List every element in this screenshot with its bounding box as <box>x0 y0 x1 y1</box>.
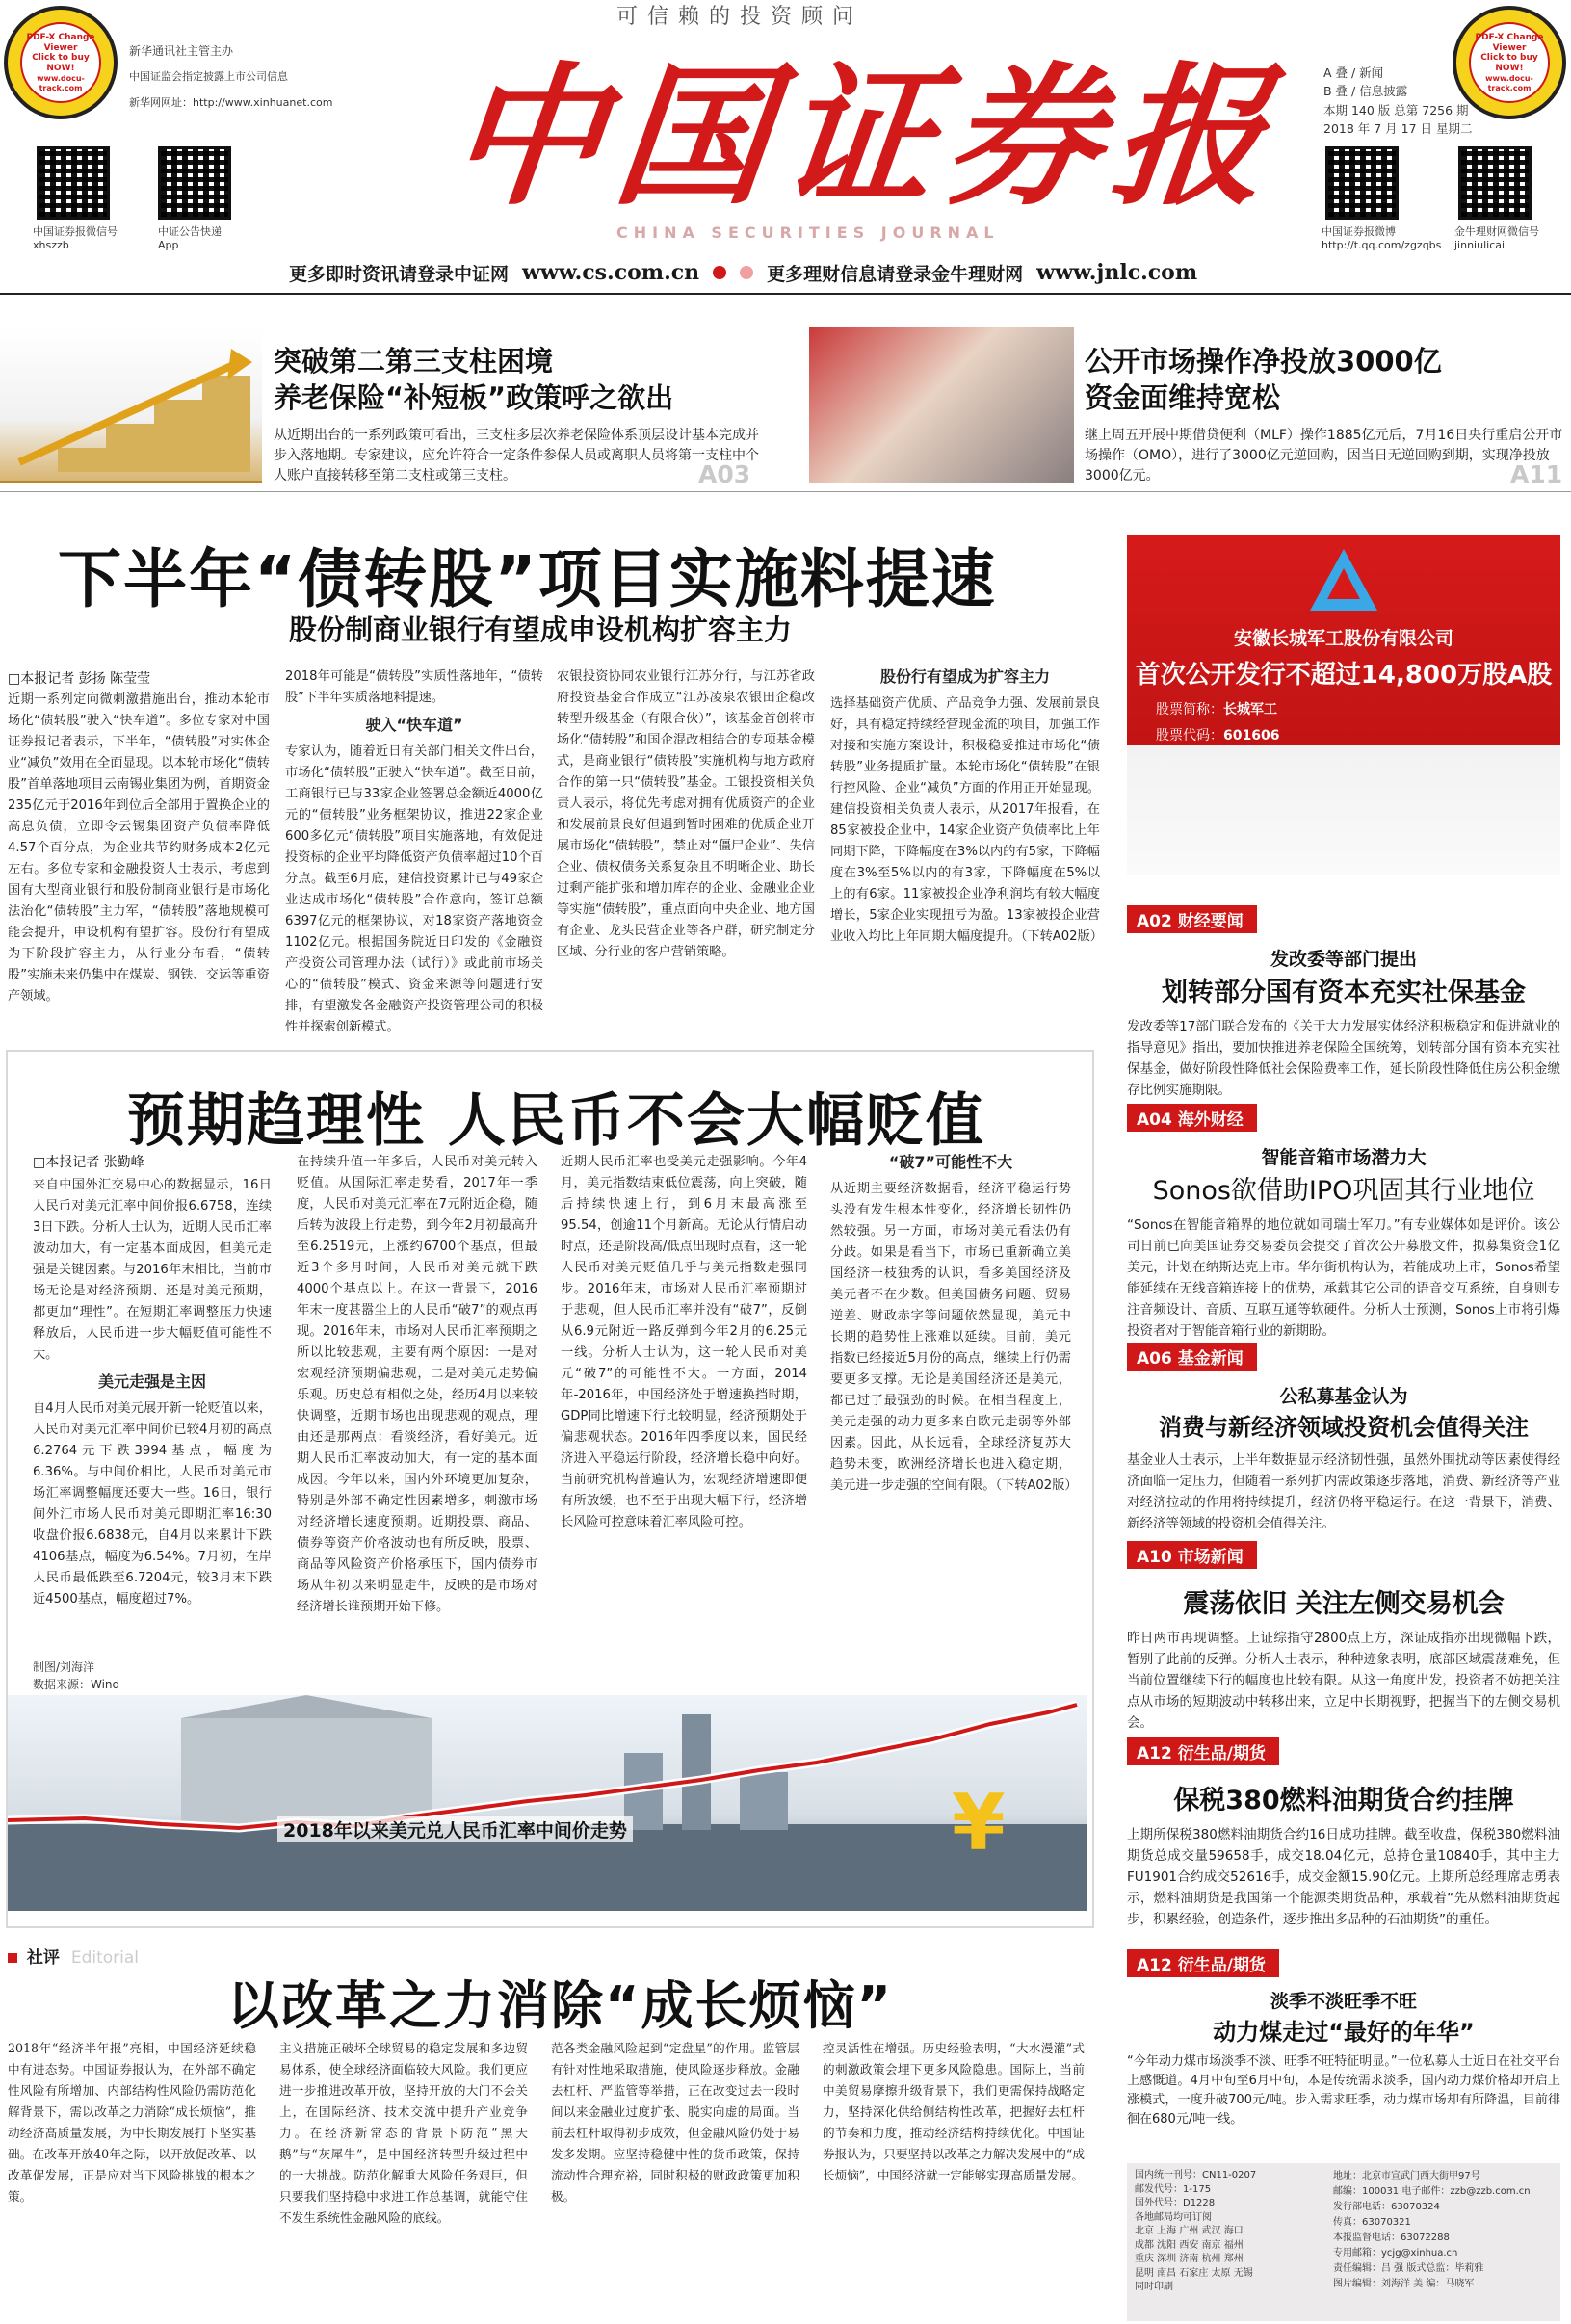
stairs-arrow-icon <box>0 327 262 483</box>
imprint-line: 地址：北京市宣武门西大街甲97号 <box>1333 2171 1480 2181</box>
ad-label: 股票简称 <box>1156 702 1210 718</box>
rmb-column <box>561 1152 807 1637</box>
editorial-tag-en: Editorial <box>70 1948 140 1968</box>
section-square-icon <box>8 1953 17 1963</box>
ad-company: 安徽长城军工股份有限公司 <box>1233 628 1453 649</box>
brief-body: 上期所保税380燃料油期货合约16日成功挂牌。截至收盘，保税380燃料油期货总成交量59658手，成交18.04亿元，总持仓量10840手，其中主力FU1901合约成交52616手，成交金额15.90亿元。上期所总经理席志勇表示，燃料油期货是我国第一个能源类期货品种，承载着“先从燃料油期货起步，积累经验，创造条件，逐步推出多品种的石油期货”的重任。 <box>1127 1827 1560 1927</box>
jnlc-link[interactable]: www.jnlc.com <box>1036 260 1198 285</box>
imprint-line: 成都 沈阳 西安 南京 福州 <box>1135 2239 1244 2251</box>
rate-line <box>8 1705 1077 1828</box>
lead-column <box>285 666 543 1034</box>
brief-title-2: 震荡依旧 关注左侧交易机会 <box>1183 1589 1505 1619</box>
brief-body: “Sonos在智能音箱界的地位就如同瑞士军刀。”有专业媒体如是评价。该公司日前已向美国证券交易委员会提交了首次公开募股文件，拟募集资金1亿美元，计划在纳斯达克上市。华尔街机构认为，若能成功上市，Sonos希望能延续在无线音箱连接上的优势，承载其它公司的语音交互系统，自身则专注音频设计、音质、互联互通等软硬件。分析人士预测，Sonos上市将引爆投资者对于智能音箱行业的新期盼。 <box>1127 1217 1560 1339</box>
column-text: 自4月人民币对美元展开新一轮贬值以来，人民币对美元汇率中间价已较4月初的高点6.2764元下跌3994基点，幅度为6.36%。与中间价相比，人民币对美元市场汇率调整幅度还要大一些。16日，银行间外汇市场人民币对美元即期汇率16:30收盘价报6.6838元，自4月以来累计下跌4106基点，幅度为6.54%。7月初，在岸人民币最低跌至6.7204元，较3月末下跌近4500基点，幅度超过7%。 <box>33 1401 272 1606</box>
rmb-column <box>33 1175 272 1637</box>
column-text: 主义措施正破坏全球贸易的稳定发展和多边贸易体系，使全球经济面临较大风险。我们更应进一步推进改革开放，坚持开放的大门不会关上，在国际经济、技术交流中提升产业竞争力。在经济新常态的背景下防范“黑天鹅”与“灰犀牛”，是中国经济转型升级过程中的一大挑战。防范化解重大风险任务艰巨，但只要我们坚持稳中求进工作总基调，就能守住不发生系统性金融风险的底线。 <box>279 2041 528 2225</box>
qr-label-line: 中国证券报微信号 <box>33 225 118 238</box>
qr-label-line: 金牛理财网微信号 <box>1454 225 1539 238</box>
building-roof <box>181 1695 432 1718</box>
stamp-line: Click to buy NOW! <box>1480 53 1538 74</box>
lead-subhead-1: 驶入“快车道” <box>365 716 463 734</box>
chart-caption: 2018年以来美元兑人民币汇率中间价走势 <box>277 1816 633 1842</box>
skyline-tower <box>740 1772 788 1830</box>
editorial-tag <box>8 1944 139 1968</box>
newspaper-logo-en: CHINA SECURITIES JOURNAL <box>616 223 1000 242</box>
qr-label-line: http://t.qq.com/zgzqbs <box>1322 239 1442 252</box>
column-text: 专家认为，随着近日有关部门相关文件出台，市场化“债转股”正驶入“快车道”。截至目前，工商银行已与33家企业签署总金额近4000亿元的“债转股”业务框架协议，推进22家企业600多亿元“债转股”项目实施落地，有效促进投资标的企业平均降低资产负债率超过10个百分点。截至6月底，建信投资累计已与49家企业达成市场化“债转股”合作意向，签订总额6397亿元的框架协议，对18家资产落地资金1102亿元。根据国务院近日印发的《金融资产投资公司管理办法（试行）》或此前市场关心的“债转股”模式、资金来源等问题进行安排，有望激发各金融资产投资管理公司的积极性并探索创新模式。 <box>285 744 543 1034</box>
qr-label-line: xhszzb <box>33 239 69 252</box>
brief-title-2: 保税380燃料油期货合约挂牌 <box>1173 1786 1514 1815</box>
newspaper-logo: 中国证券报 <box>441 48 1289 226</box>
column-text: 近期一系列定向微刺激措施出台，推动本轮市场化“债转股”驶入“快车道”。多位专家对中国证券报记者表示，下半年，“债转股”对实体企业“减负”效用在全面显现。以本轮市场化“债转股”首单落地项目云南锡业集团为例，首期资金235亿元于2016年到位后全部用于置换企业的高息负债，立即令云锡集团资产负债率降低4.57个百分点，为企业共节约财务成本2亿元左右。多位专家和金融投资人士表示，考虑到国有大型商业银行和股份制商业银行是市场化法治化“债转股”主力军，“债转股”落地规模可能会提升，申设机构有望扩容。股份行有望成为下阶段扩容主力，从行业分布看，“债转股”实施未来仍集中在煤炭、钢铁、交运等重资产领域。 <box>8 692 270 1004</box>
rate-line <box>8 1705 1077 1828</box>
qr-label <box>1454 225 1539 253</box>
pension-teaser-image <box>0 327 262 483</box>
cs-link[interactable]: www.cs.com.cn <box>522 260 700 285</box>
teaser-body: 从近期出台的一系列政策可看出，三支柱多层次养老保险体系顶层设计基本完成并步入落地期。专家建议，应允许符合一定条件参保人员或离职人员将第一支柱中个人账户直接转移至第二支柱或第三支柱。 <box>274 428 759 483</box>
imprint-line: 本报监督电话：63072288 <box>1333 2233 1450 2243</box>
brief-item[interactable] <box>1127 905 1560 1101</box>
ad-label: 股票代码 <box>1156 727 1210 744</box>
editorial-column <box>551 2038 799 2321</box>
teaser-title: 突破第二第三支柱困境 <box>274 345 554 378</box>
brief-body: 基金业人士表示，上半年数据显示经济韧性强，虽然外围扰动等因素使得经济面临一定压力，但随着一系列扩内需政策逐步落地，消费、新经济等产业对经济拉动的作用将持续提升，经济仍将平稳运行。在这一背景下，消费、新经济等领域的投资机会值得关注。 <box>1127 1452 1560 1531</box>
rmb-chart-graphic <box>8 1695 1087 1911</box>
ad-stock-info: 股票简称：长城军工 股票代码：601606 <box>1156 702 1280 744</box>
url-bar-left-text: 更多即时资讯请登录中证网 <box>289 263 510 285</box>
stamp-line: www.docu-track.com <box>37 74 85 92</box>
teaser-title: 资金面维持宽松 <box>1085 381 1281 414</box>
lead-byline: □本报记者 彭扬 陈莹莹 <box>8 671 151 687</box>
ad-value: 长城军工 <box>1223 702 1277 718</box>
rmb-chart <box>8 1695 1087 1911</box>
section-tag: A04 海外财经 <box>1127 1104 1257 1132</box>
brief-title-2: Sonos欲借助IPO巩固其行业地位 <box>1152 1176 1535 1206</box>
lead-subhead-2: 股份行有望成为扩容主力 <box>879 667 1050 686</box>
lead-column <box>830 666 1103 1013</box>
yuan-symbol-icon: ¥ <box>952 1778 1006 1867</box>
publisher-line: 新华通讯社主管主办 <box>129 44 234 58</box>
imprint-line: 同时印刷 <box>1135 2282 1173 2292</box>
brief-item[interactable] <box>1127 1737 1560 1930</box>
qr-label-line: 中证公告快递 <box>158 225 222 238</box>
teaser-body: 继上周五开展中期借贷便利（MLF）操作1885亿元后，7月16日央行重启公开市场操作（OMO），进行了3000亿元逆回购，因当日无逆回购到期，实现净投放3000亿元。 <box>1085 428 1563 483</box>
brief-title-1: 公私募基金认为 <box>1279 1386 1408 1407</box>
column-text: 从近期主要经济数据看，经济平稳运行势头没有发生根本性变化，经济增长韧性仍然较强。另一方面，市场对美元看法仍有分歧。如果是看当下，市场已重新确立美国经济一枝独秀的认识，看多美国经济及美元者不在少数。但美国债务问题、贸易逆差、财政赤字等问题依然显现，美元中长期的趋势性上涨难以延续。目前，美元指数已经接近5月份的高点，继续上行仍需要更多支撑。无论是美国经济还是美元，都已过了最强劲的时候。在相当程度上，美元走强的动力更多来自欧元走弱等外部因素。因此，从长远看，全球经济复苏大趋势未变，欧洲经济增长也进入稳定期，美元进一步走强的空间有限。（下转A02版） <box>830 1182 1078 1493</box>
brief-body: 发改委等17部门联合发布的《关于大力发展实体经济积极稳定和促进就业的指导意见》指出，要加快推进养老保险全国统筹，划转部分国有资本充实社保基金，做好阶段性降低社会保险费率工作，延长阶段性降低住房公积金缴存比例实施期限。 <box>1127 1019 1560 1098</box>
brief-body: 昨日两市再现调整。上证综指守2800点上方，深证成指亦出现微幅下跌，暂别了此前的反弹。分析人士表示，种种迹象表明，底部区域震荡难免，但当前位置继续下行的幅度也比较有限。从这一角度出发，投资者不妨把关注点从市场的短期波动中转移出来，立足中长期视野，把握当下的左侧交易机会。 <box>1127 1631 1560 1731</box>
editorial-column <box>8 2038 256 2321</box>
pdf-viewer-stamp-left[interactable] <box>4 6 118 119</box>
imprint-line: 重庆 深圳 济南 杭州 郑州 <box>1135 2254 1244 2264</box>
column-text: 农银投资协同农业银行江苏分行，与江苏省政府投资基金合作成立“江苏凌泉农银田企稳改转型升级基金（有限合伙）”，该基金首创将市场化“债转股”和国企混改相结合的专项基金模式，是商业银行“债转股”实施机构与地方政府合作的第一只“债转股”基金。工银投资相关负责人表示，将优先考虑对拥有优质资产的企业和发展前景良好但遇到暂时困难的优质企业开展市场化“债转股”，禁止对“僵尸企业”、失信企业、债权债务关系复杂且不明晰企业、助长过剩产能扩张和增加库存的企业、金融业企业等实施“债转股”，重点面向中央企业、地方国有企业、龙头民营企业等各户群，研究制定分区域、分行业的客户营销策略。 <box>557 669 815 959</box>
qr-code <box>37 146 110 220</box>
lead-column <box>557 666 815 1013</box>
ad-value: 601606 <box>1223 727 1280 744</box>
section-tag: A06 基金新闻 <box>1127 1343 1257 1371</box>
lead-subhead: 股份制商业银行有望成申设机构扩容主力 <box>289 614 793 646</box>
imprint-line: 责任编辑：吕 强 版式总监：毕莉雅 <box>1333 2263 1484 2274</box>
imprint-line: 邮编：100031 电子邮件：zzb@zzb.com.cn <box>1333 2186 1531 2197</box>
teaser-open-market[interactable] <box>1085 343 1566 486</box>
qr-code <box>158 146 231 220</box>
imprint-line: 图片编辑：刘海洋 美 编：马晓军 <box>1333 2279 1475 2289</box>
imprint-line: 国外代号：D1228 <box>1135 2198 1216 2208</box>
imprint-line: 北京 上海 广州 武汉 海口 <box>1135 2226 1244 2236</box>
edition-line: B 叠 / 信息披露 <box>1323 84 1408 99</box>
money-teaser-image <box>809 327 1074 483</box>
section-tag: A12 衍生品/期货 <box>1127 1737 1279 1765</box>
editorial-column <box>279 2038 528 2321</box>
divider <box>0 491 1571 492</box>
section-tag: A10 市场新闻 <box>1127 1541 1257 1569</box>
publisher-line: 中国证监会指定披露上市公司信息 <box>129 70 288 83</box>
publisher-info <box>129 42 380 111</box>
ad-title: 首次公开发行不超过14,800万股A股 <box>1135 661 1553 690</box>
stamp-line: Click to buy NOW! <box>32 53 90 74</box>
divider <box>0 293 1571 295</box>
imprint-right <box>1333 2169 1557 2292</box>
brief-title-1: 智能音箱市场潜力大 <box>1261 1147 1427 1168</box>
edition-line: A 叠 / 新闻 <box>1323 65 1384 80</box>
qr-label <box>33 225 118 253</box>
separator-dot-icon <box>713 266 726 279</box>
brief-item[interactable] <box>1127 1343 1560 1534</box>
brief-title-2: 动力煤走过“最好的年华” <box>1213 2019 1475 2046</box>
imprint-left <box>1135 2169 1327 2295</box>
url-bar <box>289 256 1291 289</box>
column-text: 控灵活性在增强。历史经验表明，“大水漫灌”式的刺激政策会埋下更多风险隐患。国际上，当前中美贸易摩擦升级背景下，我们更需保持战略定力，坚持深化供给侧结构性改革，把握好去杠杆的节奏和力度，推动经济结构持续优化。中国证券报认为，只要坚持以改革之力解决发展中的“成长烦恼”，中国经济就一定能够实现高质量发展。 <box>823 2041 1085 2182</box>
qr-label-line: 中国证券报微博 <box>1322 225 1396 238</box>
qr-label-line: App <box>158 239 179 252</box>
stamp-line: www.docu-track.com <box>1485 74 1533 92</box>
teaser-title: 养老保险“补短板”政策呼之欲出 <box>274 381 674 414</box>
editorial-tag-label: 社评 <box>26 1948 60 1968</box>
lead-headline[interactable]: 下半年“债转股”项目实施料提速 <box>58 542 997 616</box>
qr-code <box>1325 146 1399 220</box>
brief-item[interactable] <box>1127 1949 1560 2129</box>
chart-credit <box>33 1658 119 1693</box>
publisher-line: 新华网网址：http://www.xinhuanet.com <box>129 95 333 109</box>
qr-label-line: jinniulicai <box>1454 239 1506 252</box>
editorial-headline[interactable]: 以改革之力消除“成长烦恼” <box>227 1975 893 2036</box>
rmb-headline[interactable]: 预期趋理性 人民币不会大幅贬值 <box>127 1087 985 1155</box>
skyline-tower <box>682 1714 711 1830</box>
imprint-line: 昆明 南昌 石家庄 太原 无锡 <box>1135 2267 1253 2279</box>
chart-credit-line: 制图/刘海洋 <box>33 1660 95 1674</box>
column-text: 2018年可能是“债转股”实质性落地年，“债转股”下半年实质落地料提速。 <box>285 669 543 705</box>
brief-title-2: 消费与新经济领域投资机会值得关注 <box>1159 1414 1529 1441</box>
edition-line: 2018 年 7 月 17 日 星期二 <box>1323 121 1473 137</box>
column-text: 范各类金融风险起到“定盘星”的作用。监管层有针对性地采取措施，使风险逐步释放。金融去杠杆、严监管等举措，正在改变过去一段时间以来金融业过度扩张、脱实向虚的局面。当前去杠杆取得初步成效，但金融风险仍处于易发多发期。应坚持稳健中性的货币政策，保持流动性合理充裕，同时积极的财政政策更加积极。 <box>551 2041 799 2204</box>
rmb-subhead-1: 美元走强是主因 <box>97 1372 206 1391</box>
ipo-advertisement[interactable] <box>1127 535 1560 875</box>
tagline: 可信赖的投资顾问 <box>616 5 864 29</box>
imprint-line: 发行部电话：63070324 <box>1333 2202 1440 2212</box>
teaser-pension[interactable] <box>274 343 765 486</box>
edition-info <box>1323 64 1497 139</box>
imprint-line: 邮发代号：1-175 <box>1135 2183 1212 2195</box>
imprint-box <box>1127 2163 1560 2321</box>
brief-item[interactable] <box>1127 1104 1560 1342</box>
page-code: A11 <box>1510 460 1563 488</box>
brief-title-1: 发改委等部门提出 <box>1270 949 1417 970</box>
teaser-title: 公开市场操作净投放3000亿 <box>1085 345 1442 378</box>
rmb-subhead-2: “破7”可能性不大 <box>888 1153 1013 1171</box>
stamp-line: PDF-X Change Viewer <box>26 32 95 53</box>
lead-column <box>8 690 270 1013</box>
rmb-column <box>297 1152 537 1637</box>
column-text: 选择基础资产优质、产品竞争力强、发展前景良好，具有稳定持续经营现金流的项目，加强工作对接和实施方案设计，积极稳妥推进市场化“债转股”业务提质扩量。本轮市场化“债转股”在银行控风险、企业“减负”方面的作用正开始显现。建信投资相关负责人表示，从2017年报看，在85家被投企业中，14家企业资产负债率比上年同期下降，下降幅度在3%以内的有5家，下降幅度在3%至5%以内的有3家，下降幅度在5%以上的有6家。11家被投企业净利润均有较大幅度增长，5家企业实现扭亏为盈。13家被投企业营业收入均比上年同期大幅度提升。（下转A02版） <box>830 696 1103 944</box>
rmb-column <box>830 1152 1078 1637</box>
stamp-line: PDF-X Change Viewer <box>1475 32 1544 53</box>
brief-title-1: 淡季不淡旺季不旺 <box>1270 1991 1417 2012</box>
editorial-column <box>823 2038 1085 2321</box>
brief-item[interactable] <box>1127 1541 1560 1734</box>
column-text: 2018年“经济半年报”亮相，中国经济延续稳中有进态势。中国证券报认为，在外部不确定性风险有所增加、内部结构性风险仍需防范化解背景下，需以改革之力消除“成长烦恼”，推动经济高质量发展，为中长期发展打下坚实基础。在改革开放40年之际，以开放促改革、以改革促发展，正是应对当下风险挑战的根本之策。 <box>8 2041 256 2204</box>
chart-source-line: 数据来源：Wind <box>33 1678 120 1691</box>
url-bar-right-text: 更多理财信息请登录金牛理财网 <box>767 263 1024 285</box>
section-tag: A12 衍生品/期货 <box>1127 1949 1279 1977</box>
imprint-line: 各地邮局均可订阅 <box>1135 2211 1212 2223</box>
qr-label <box>158 225 222 253</box>
qr-label <box>1322 225 1441 253</box>
building-shape <box>181 1718 432 1824</box>
brief-title-2: 划转部分国有资本充实社保基金 <box>1162 978 1526 1007</box>
company-logo-icon <box>1127 535 1560 622</box>
rmb-byline: □本报记者 张勤峰 <box>33 1155 144 1170</box>
edition-line: 本期 140 版 总第 7256 期 <box>1323 102 1469 118</box>
separator-dot-icon <box>740 266 753 279</box>
imprint-line: 国内统一刊号：CN11-0207 <box>1135 2170 1257 2180</box>
column-text: 在持续升值一年多后，人民币对美元转入贬值。从国际汇率走势看，2017年一季度，人民币对美元汇率在7元附近企稳，随后转为波段上行走势，到今年2月初最高升至6.2519元，上涨约6700个基点，但最近3个多月时间，人民币对美元就下跌4000个基点以上。在这一背景下，2016年末一度甚嚣尘上的人民币“破7”的观点再现。2016年末，市场对人民币汇率预期之所以比较悲观，主要有两个原因：一是对宏观经济预期偏悲观，二是对美元走势偏乐观。历史总有相似之处，经历4月以来较快调整，近期市场也出现悲观的观点，理由还是那两点：看淡经济，看好美元。近期人民币汇率波动加大，有一定的基本面成因。今年以来，国内外环境更加复杂，特别是外部不确定性因素增多，刺激市场对经济增长速度预期。近期投票、商品、债券等资产价格波动也有所反映，股票、商品等风险资产价格承压下，国内债券市场从年初以来明显走牛，反映的是市场对经济增长谁预期开始下修。 <box>297 1155 537 1614</box>
imprint-line: 专用邮箱：ycjg@xinhua.cn <box>1333 2248 1458 2259</box>
imprint-line: 传真：63070321 <box>1333 2217 1411 2228</box>
column-text: 近期人民币汇率也受美元走强影响。今年4月，美元指数结束低位震荡，向上突破，随后持续快速上行，到6月末最高涨至95.54，创逾11个月新高。无论从行情启动时点，还是阶段高/低点出现时点看，这一轮人民币对美元贬值几乎与美元指数走强同步。2016年末，市场对人民币汇率预期过于悲观，但人民币汇率并没有“破7”，反倒从6.9元附近一路反弹到今年2月的6.25元一线。分析人士认为，这一轮人民币对美元“破7”的可能性不大。一方面，2014年-2016年，中国经济处于增速换挡时期，GDP同比增速下行比较明显，经济预期处于偏悲观状态。2016年四季度以来，国民经济进入平稳运行阶段，经济增长稳中向好。当前研究机构普遍认为，宏观经济增速即便有所放缓，也不至于出现大幅下行，经济增长风险可控意味着汇率风险可控。 <box>561 1155 807 1529</box>
page-code: A03 <box>698 460 751 488</box>
qr-code <box>1458 146 1532 220</box>
section-tag: A02 财经要闻 <box>1127 905 1257 933</box>
column-text: 来自中国外汇交易中心的数据显示，16日人民币对美元汇率中间价报6.6758，连续3日下跌。分析人士认为，近期人民币汇率波动加大，有一定基本面成因，但美元走强是关键因素。与2016年末相比，当前市场无论是对经济预期、还是对美元预期，都更加“理性”。在短期汇率调整压力快速释放后，人民币进一步大幅贬值可能性不大。 <box>33 1178 272 1362</box>
brief-body: “今年动力煤市场淡季不淡、旺季不旺特征明显。”一位私募人士近日在社交平台上感慨道。4月中旬至6月中旬，本是传统需求淡季，国内动力煤价格却开启上涨模式，一度升破700元/吨。步入需求旺季，动力煤市场却有所降温，目前徘徊在680元/吨一线。 <box>1127 2054 1560 2127</box>
